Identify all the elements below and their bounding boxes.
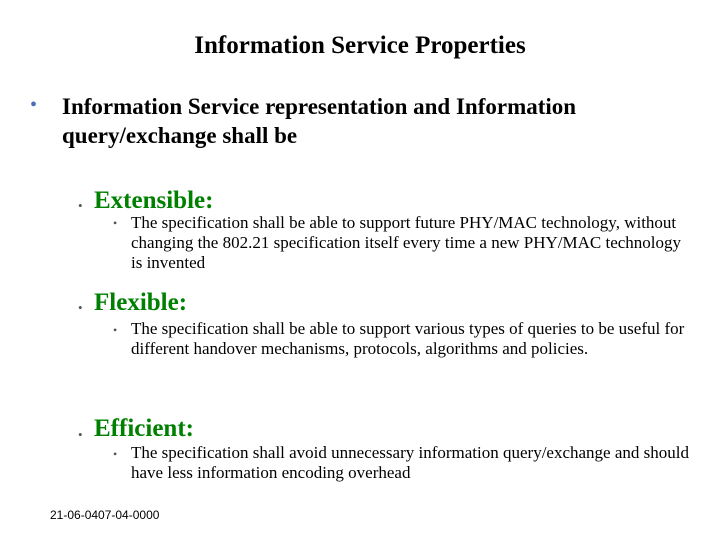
heading-efficient: Efficient: [94, 415, 194, 442]
bullet-marker: • [78, 300, 83, 315]
bullet-marker: • [113, 447, 118, 461]
bullet-marker: • [113, 323, 118, 337]
detail-flexible: The specification shall be able to support various types of queries to be useful for different handover mechanisms, protocols, algorithms and policies. [131, 319, 685, 358]
detail-efficient: The specification shall avoid unnecessary information query/exchange and should have less information encoding overhead [131, 443, 689, 482]
heading-extensible: Extensible: [94, 187, 214, 214]
detail-extensible: The specification shall be able to support future PHY/MAC technology, without changing the 802.21 specification itself every time a new PHY/MAC technology is invented [131, 213, 682, 272]
document-number: 21-06-0407-04-0000 [50, 508, 160, 522]
heading-flexible: Flexible: [94, 289, 188, 316]
bullet-marker: • [30, 94, 38, 116]
bullet-marker: • [78, 427, 83, 442]
bullet-marker: • [78, 198, 83, 213]
bullet-marker: • [113, 216, 118, 230]
slide-title: Information Service Properties [194, 32, 526, 59]
intro-text: Information Service representation and Information query/exchange shall be [62, 94, 577, 148]
